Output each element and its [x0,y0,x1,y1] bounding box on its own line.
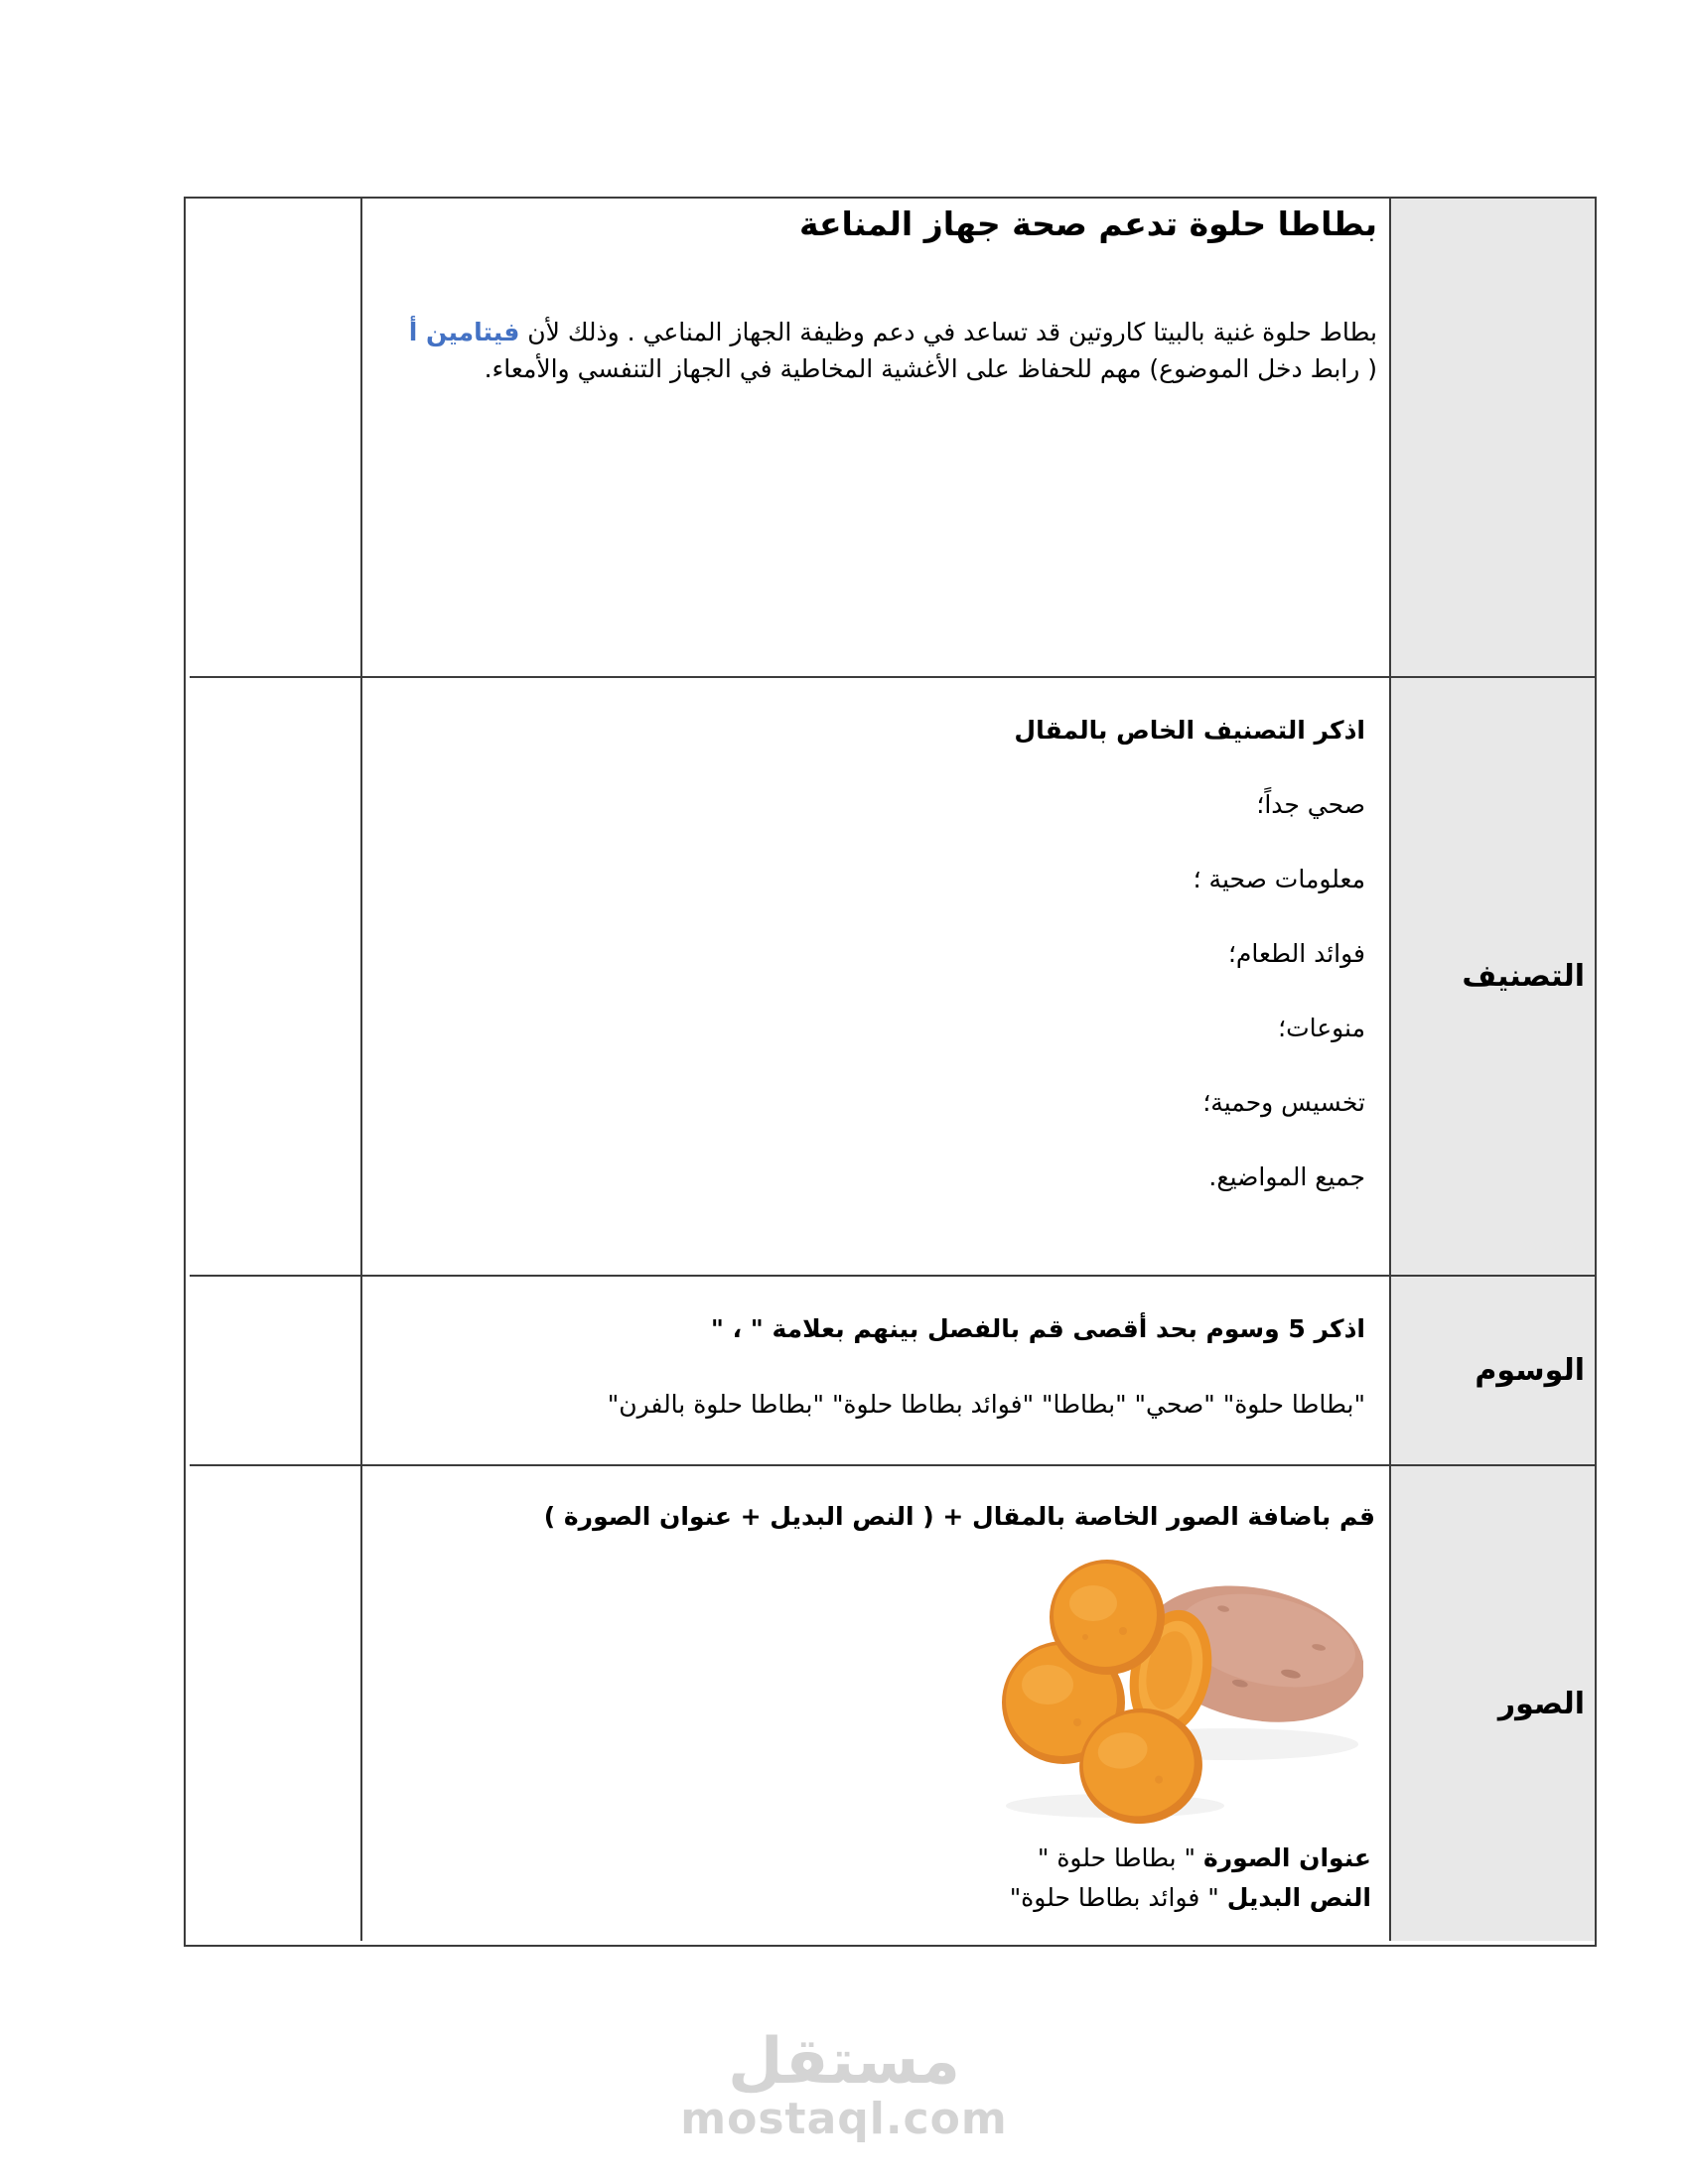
mostaql-logo: مستقل [727,2025,961,2099]
margin-cell-4 [190,1466,362,1941]
image-alt-label: النص البديل [1226,1883,1371,1912]
margin-cell-1 [190,199,362,678]
sweet-potato-image [966,1546,1363,1839]
classification-item: جميع المواضيع. [1208,1162,1365,1191]
intro-text-before: بطاط حلوة غنية بالبيتا كاروتين قد تساعد في دعم وظيفة الجهاز المناعي . وذلك لأن [519,318,1377,346]
classification-item: تخسيس وحمية؛ [1202,1088,1365,1117]
tags-cell [362,1277,1389,1466]
images-label: الصور [1497,1686,1585,1721]
label-cell-tags [1389,1277,1595,1466]
margin-cell-3 [190,1277,362,1466]
classification-item: معلومات صحية ؛ [1193,865,1365,893]
classification-item: فوائد الطعام؛ [1227,939,1365,968]
tags-value: "بطاطا حلوة" "صحي" "بطاطا" "فوائد بطاطا حلوة" "بطاطا حلوة بالفرن" [607,1390,1365,1419]
intro-text-after: ( رابط دخل الموضوع) مهم للحفاظ على الأغشية المخاطية في الجهاز التنفسي والأمعاء. [484,354,1377,383]
image-alt-value: " فوائد بطاطا حلوة" [1009,1883,1227,1912]
margin-cell-2 [190,678,362,1277]
tags-heading: اذكر 5 وسوم بحد أقصى قم بالفصل بينهم بعلامة " ، " [710,1314,1365,1343]
classification-cell [362,678,1389,1277]
label-cell-classification [1389,678,1595,1277]
content-brief-table [184,197,1597,1947]
article-title: بطاطا حلوة تدعم صحة جهاز المناعة [798,205,1377,243]
classification-label: التصنيف [1462,959,1585,994]
images-cell [362,1466,1389,1941]
images-heading: قم باضافة الصور الخاصة بالمقال + ( النص البديل + عنوان الصورة ) [543,1502,1375,1531]
article-intro [392,314,1377,387]
image-title-value: " بطاطا حلوة " [1037,1843,1204,1872]
image-alt-caption [402,1878,1375,1918]
watermark [0,2027,1688,2142]
classification-item: صحي جداً؛ [1256,790,1365,819]
image-title-label: عنوان الصورة [1203,1843,1371,1872]
classification-item: منوعات؛ [1278,1014,1365,1042]
classification-heading: اذكر التصنيف الخاص بالمقال [1014,716,1365,745]
article-cell [362,199,1389,678]
label-cell-images [1389,1466,1595,1941]
vitamin-a-link[interactable]: فيتامين أ [408,318,520,346]
tags-label: الوسوم [1475,1353,1585,1388]
label-cell-empty-top [1389,199,1595,678]
mostaql-site-text: mostaql.com [680,2094,1008,2144]
image-title-caption [402,1839,1375,1878]
